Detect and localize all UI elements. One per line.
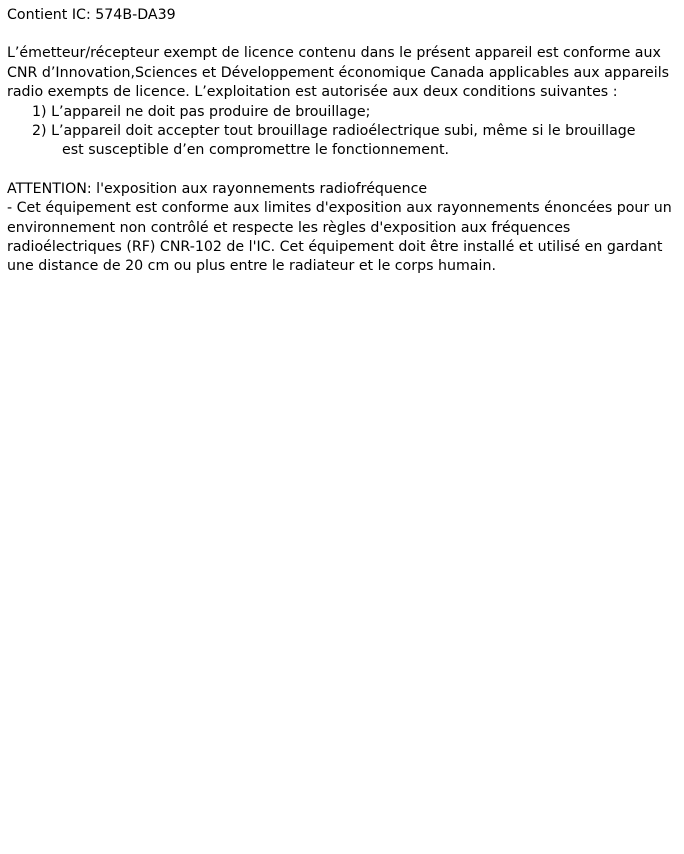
license-exempt-paragraph: L’émetteur/récepteur exempt de licence contenu dans le présent appareil est conforme aux CNR d’Innovation,Sciences et Développement économique Canada applicables aux appareils radio exempts de licence. L’exploitation est autorisée aux deux conditions suivantes :	[7, 45, 670, 101]
ic-identifier-line: Contient IC: 574B-DA39	[7, 7, 176, 23]
condition-label: 2) L’appareil doit accepter tout brouillage radioélectrique subi, même si le brouillage	[32, 123, 636, 140]
condition-continuation: est susceptible d’en compromettre le fonctionnement.	[62, 142, 450, 159]
rf-exposure-paragraph: - Cet équipement est conforme aux limites d'exposition aux rayonnements énoncées pour un environnement non contrôlé et respecte les règles d'exposition aux fréquences radioélectriques (RF) CNR-102 de l'IC. Cet équipement doit être installé et utilisé en gardant une distance de 20 cm ou plus entre le radiateur et le corps humain.	[7, 200, 672, 275]
attention-heading: ATTENTION: l'exposition aux rayonnements radiofréquence	[7, 180, 428, 197]
list-item	[7, 103, 678, 122]
list-item	[7, 122, 678, 161]
conditions-list	[7, 103, 678, 161]
spacer-2	[7, 161, 678, 180]
condition-label: 1) L’appareil ne doit pas produire de brouillage;	[32, 103, 371, 120]
spacer-1	[7, 25, 678, 44]
